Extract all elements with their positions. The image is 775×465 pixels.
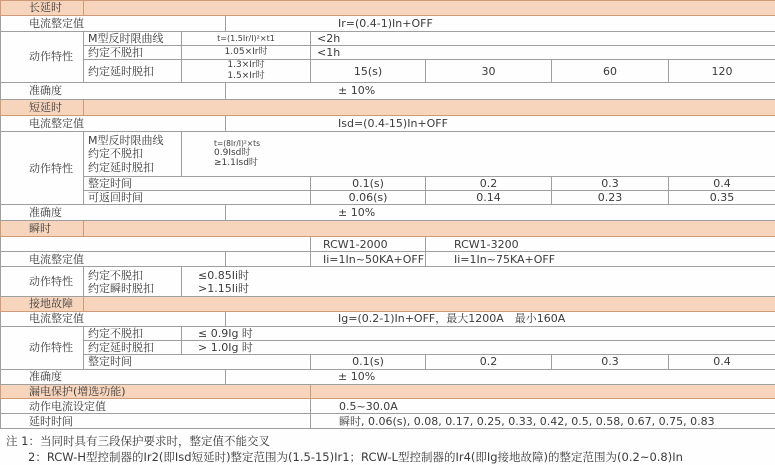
- value-leakage-delay-time: 瞬时, 0.06(s), 0.08, 0.17, 0.25, 0.33, 0.42, 0.5, 0.58, 0.67, 0.75, 0.83: [311, 414, 775, 429]
- band-instantaneous-fill: [84, 221, 775, 237]
- band-short-delay-fill: [84, 99, 775, 115]
- value-trip-time-30: 30: [426, 60, 552, 83]
- value-current-setting-short: Isd=(0.4-15)In+OFF: [226, 115, 775, 131]
- label-conv-delay-trip-long: 约定延时脱扣: [84, 60, 182, 83]
- value-trip-time-60: 60: [552, 60, 669, 83]
- band-long-delay-fill: [84, 1, 775, 16]
- label-setting-time-gf: 整定时间: [84, 354, 311, 369]
- value-0-9-ig: ≤ 0.9Ig 时: [182, 326, 775, 340]
- value-accuracy-long: ± 10%: [226, 82, 775, 99]
- model-rcw1-3200: RCW1-3200: [426, 237, 775, 252]
- label-action-char-long: 动作特性: [1, 32, 84, 83]
- label-conv-no-trip-gf: 约定不脱扣: [84, 326, 182, 340]
- value-current-setting-long: Ir=(0.4-1)In+OFF: [226, 16, 775, 32]
- value-trip-time-15s: 15(s): [311, 60, 426, 83]
- label-accuracy-short: 准确度: [1, 205, 226, 221]
- value-gf-st-3: 0.3: [552, 354, 669, 369]
- value-ii-rcw1-3200: Ii=1In~75KA+OFF: [426, 252, 775, 267]
- value-gf-st-1: 0.1(s): [311, 354, 426, 369]
- values-inst-conditions: ≤0.85Ii时 >1.15Ii时: [182, 267, 775, 297]
- value-1-05-ir: 1.05×Ir时: [182, 46, 311, 60]
- empty-cell: [226, 252, 311, 267]
- value-short-rt-4: 0.35: [669, 191, 775, 205]
- label-accuracy-long: 准确度: [1, 82, 226, 99]
- band-short-delay-label: 短延时: [1, 99, 84, 115]
- label-action-char-gf: 动作特性: [1, 326, 84, 369]
- value-trip-time-120: 120: [669, 60, 775, 83]
- band-ground-fault-label: 接地故障: [1, 297, 84, 311]
- footnote-2: 2：RCW-H型控制器的Ir2(即Isd短延时)整定范围为(1.5-15)Ir1；RCW-L型控制器的Ir4(即Ig接地故障)的整定范围为(0.2~0.8)In: [6, 450, 775, 465]
- label-current-setting-short: 电流整定值: [1, 115, 226, 131]
- band-instantaneous-label: 瞬时: [1, 221, 84, 237]
- value-short-rt-1: 0.06(s): [311, 191, 426, 205]
- label-current-setting-inst: 电流整定值: [1, 252, 226, 267]
- band-long-delay-label: 长延时: [1, 1, 84, 16]
- value-short-st-2: 0.2: [426, 176, 552, 190]
- value-short-st-3: 0.3: [552, 176, 669, 190]
- label-accuracy-gf: 准确度: [1, 369, 226, 384]
- band-ground-fault-fill: [84, 297, 775, 311]
- value-short-st-1: 0.1(s): [311, 176, 426, 190]
- empty-cell: [1, 237, 311, 252]
- label-operating-current-setting: 动作电流设定值: [1, 399, 311, 414]
- value-ii-rcw1-2000: Ii=1In~50KA+OFF: [311, 252, 426, 267]
- value-operating-current-setting: 0.5~30.0A: [311, 399, 775, 414]
- value-current-setting-gf: Ig=(0.2-1)In+OFF，最大1200A 最小160A: [226, 311, 775, 326]
- label-leakage-delay-time: 延时时间: [1, 414, 311, 429]
- value-conv-time-1h: <1h: [311, 46, 775, 60]
- model-rcw1-2000: RCW1-2000: [311, 237, 426, 252]
- label-current-setting-long: 电流整定值: [1, 16, 226, 32]
- band-leakage-protection-label: 漏电保护(增选功能): [1, 384, 311, 398]
- label-current-setting-gf: 电流整定值: [1, 311, 226, 326]
- values-short-conditions: t=(8Ir/I)²×ts 0.9Isd时 ≥1.1Isd时: [182, 131, 775, 176]
- label-setting-time-short: 整定时间: [84, 176, 311, 190]
- band-leakage-protection-fill: [311, 384, 775, 398]
- formula-m-inverse-long: t=(1.5Ir/I)²×t1: [182, 32, 311, 46]
- value-short-rt-3: 0.23: [552, 191, 669, 205]
- value-1-3-1-5-ir: 1.3×Ir时 1.5×Ir时: [182, 60, 311, 83]
- label-action-char-short: 动作特性: [1, 131, 84, 204]
- labels-inst-conditions: 约定不脱扣 约定瞬时脱扣: [84, 267, 182, 297]
- value-gf-st-4: 0.4: [669, 354, 775, 369]
- value-accuracy-short: ± 10%: [226, 205, 775, 221]
- value-1-0-ig: > 1.0Ig 时: [182, 340, 775, 354]
- labels-short-conditions: M型反时限曲线 约定不脱扣 约定延时脱扣: [84, 131, 182, 176]
- value-short-rt-2: 0.14: [426, 191, 552, 205]
- value-accuracy-gf: ± 10%: [226, 369, 775, 384]
- value-conv-time-2h: <2h: [311, 32, 775, 46]
- label-conv-no-trip-long: 约定不脱扣: [84, 46, 182, 60]
- label-m-inverse-curve-long: M型反时限曲线: [84, 32, 182, 46]
- footnote-1: 注 1：当同时具有三段保护要求时，整定值不能交叉: [6, 434, 775, 450]
- label-return-time-short: 可返回时间: [84, 191, 311, 205]
- label-action-char-inst: 动作特性: [1, 267, 84, 297]
- value-short-st-4: 0.4: [669, 176, 775, 190]
- value-gf-st-2: 0.2: [426, 354, 552, 369]
- label-conv-delay-trip-gf: 约定延时脱扣: [84, 340, 182, 354]
